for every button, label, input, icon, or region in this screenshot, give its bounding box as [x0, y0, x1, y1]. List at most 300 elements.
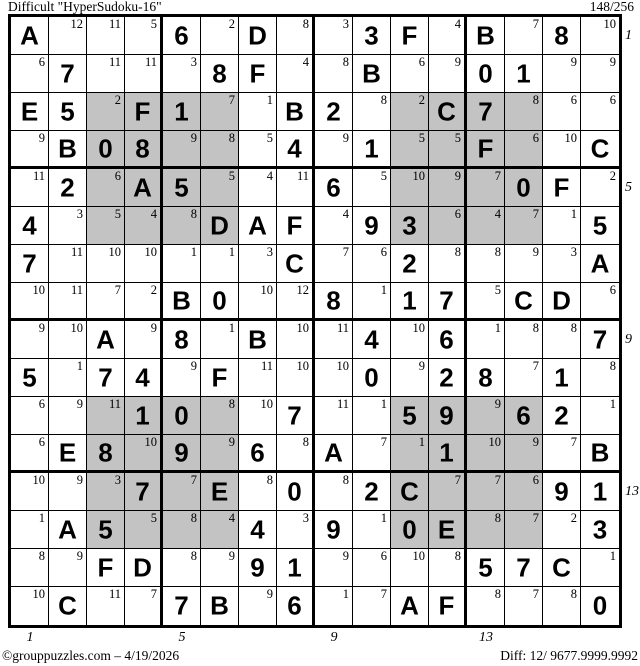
- cell-r15c11[interactable]: [391, 549, 429, 587]
- cell-r11c13[interactable]: [467, 397, 505, 435]
- cell-r12c13[interactable]: [467, 435, 505, 473]
- cell-r1c3[interactable]: [87, 17, 125, 55]
- cell-r12c7[interactable]: [239, 435, 277, 473]
- cell-r3c7[interactable]: [239, 93, 277, 131]
- cell-r5c12[interactable]: [429, 169, 467, 207]
- cell-r13c2[interactable]: [49, 473, 87, 511]
- cell-r8c6[interactable]: [201, 283, 239, 321]
- pencil-mark: 7: [532, 587, 539, 601]
- cell-r10c1[interactable]: [11, 359, 49, 397]
- cell-r7c12[interactable]: [429, 245, 467, 283]
- cell-r5c16[interactable]: [581, 169, 619, 207]
- pencil-mark: 10: [70, 321, 83, 335]
- cell-r10c8[interactable]: [277, 359, 315, 397]
- pencil-mark: 8: [190, 549, 197, 563]
- cell-r4c6[interactable]: [201, 131, 239, 169]
- cell-r13c16[interactable]: [581, 473, 619, 511]
- pencil-mark: 5: [114, 207, 121, 221]
- cell-r3c5[interactable]: [163, 93, 201, 131]
- cell-r8c8[interactable]: [277, 283, 315, 321]
- cell-r15c7[interactable]: [239, 549, 277, 587]
- cell-r3c4[interactable]: [125, 93, 163, 131]
- cell-r5c6[interactable]: [201, 169, 239, 207]
- cell-r14c5[interactable]: [163, 511, 201, 549]
- cell-r3c16[interactable]: [581, 93, 619, 131]
- cell-r15c14[interactable]: [505, 549, 543, 587]
- cell-r15c12[interactable]: [429, 549, 467, 587]
- cell-r5c1[interactable]: [11, 169, 49, 207]
- cell-r10c6[interactable]: [201, 359, 239, 397]
- pencil-mark: 1: [38, 511, 45, 525]
- cell-r13c13[interactable]: [467, 473, 505, 511]
- cell-r5c7[interactable]: [239, 169, 277, 207]
- cell-r11c8[interactable]: [277, 397, 315, 435]
- given-value: 7: [98, 361, 113, 392]
- cell-r6c15[interactable]: [543, 207, 581, 245]
- cell-r7c13[interactable]: [467, 245, 505, 283]
- cell-r6c8[interactable]: [277, 207, 315, 245]
- cell-r7c8[interactable]: [277, 245, 315, 283]
- cell-r1c5[interactable]: [163, 17, 201, 55]
- cell-r12c2[interactable]: [49, 435, 87, 473]
- cell-r11c10[interactable]: [353, 397, 391, 435]
- cell-r1c6[interactable]: [201, 17, 239, 55]
- cell-r14c15[interactable]: [543, 511, 581, 549]
- cell-r8c11[interactable]: [391, 283, 429, 321]
- cell-r9c6[interactable]: [201, 321, 239, 359]
- cell-r4c15[interactable]: [543, 131, 581, 169]
- cell-r11c15[interactable]: [543, 397, 581, 435]
- cell-r9c12[interactable]: [429, 321, 467, 359]
- cell-r7c7[interactable]: [239, 245, 277, 283]
- cell-r15c4[interactable]: [125, 549, 163, 587]
- cell-r1c9[interactable]: [315, 17, 353, 55]
- cell-r13c9[interactable]: [315, 473, 353, 511]
- cell-r8c15[interactable]: [543, 283, 581, 321]
- cell-r4c11[interactable]: [391, 131, 429, 169]
- cell-r15c15[interactable]: [543, 549, 581, 587]
- cell-r5c11[interactable]: [391, 169, 429, 207]
- cell-r16c14[interactable]: [505, 587, 543, 625]
- cell-r9c3[interactable]: [87, 321, 125, 359]
- cell-r13c4[interactable]: [125, 473, 163, 511]
- given-value: 9: [554, 475, 569, 506]
- cell-r10c10[interactable]: [353, 359, 391, 397]
- cell-r1c14[interactable]: [505, 17, 543, 55]
- col-label-13: 13: [479, 630, 493, 645]
- sudoku-board: [8, 14, 622, 628]
- cell-r4c10[interactable]: [353, 131, 391, 169]
- cell-r3c12[interactable]: [429, 93, 467, 131]
- cell-r9c9[interactable]: [315, 321, 353, 359]
- cell-r10c9[interactable]: [315, 359, 353, 397]
- cell-r1c10[interactable]: [353, 17, 391, 55]
- cell-r5c14[interactable]: [505, 169, 543, 207]
- cell-r8c12[interactable]: [429, 283, 467, 321]
- cell-r9c10[interactable]: [353, 321, 391, 359]
- cell-r2c12[interactable]: [429, 55, 467, 93]
- cell-r2c9[interactable]: [315, 55, 353, 93]
- cell-r10c2[interactable]: [49, 359, 87, 397]
- cell-r2c8[interactable]: [277, 55, 315, 93]
- cell-r2c3[interactable]: [87, 55, 125, 93]
- cell-r5c10[interactable]: [353, 169, 391, 207]
- cell-r3c2[interactable]: [49, 93, 87, 131]
- cell-r12c5[interactable]: [163, 435, 201, 473]
- cell-r8c7[interactable]: [239, 283, 277, 321]
- cell-r15c2[interactable]: [49, 549, 87, 587]
- cell-r11c12[interactable]: [429, 397, 467, 435]
- given-value: 3: [402, 209, 417, 240]
- cell-r7c10[interactable]: [353, 245, 391, 283]
- cell-r12c6[interactable]: [201, 435, 239, 473]
- cell-r2c10[interactable]: [353, 55, 391, 93]
- pencil-mark: 9: [76, 397, 83, 411]
- cell-r13c7[interactable]: [239, 473, 277, 511]
- cell-r16c4[interactable]: [125, 587, 163, 625]
- cell-r8c1[interactable]: [11, 283, 49, 321]
- cell-r16c2[interactable]: [49, 587, 87, 625]
- cell-r12c4[interactable]: [125, 435, 163, 473]
- pencil-mark: 1: [342, 587, 349, 601]
- pencil-mark: 10: [260, 397, 273, 411]
- cell-r3c11[interactable]: [391, 93, 429, 131]
- cell-r16c10[interactable]: [353, 587, 391, 625]
- cell-r9c11[interactable]: [391, 321, 429, 359]
- cell-r13c15[interactable]: [543, 473, 581, 511]
- cell-r10c16[interactable]: [581, 359, 619, 397]
- given-value: D: [210, 209, 229, 240]
- cell-r14c14[interactable]: [505, 511, 543, 549]
- cell-r10c14[interactable]: [505, 359, 543, 397]
- cell-r6c3[interactable]: [87, 207, 125, 245]
- given-value: 6: [326, 171, 341, 202]
- cell-r6c2[interactable]: [49, 207, 87, 245]
- pencil-mark: 8: [494, 245, 501, 259]
- cell-r13c1[interactable]: [11, 473, 49, 511]
- cell-r14c9[interactable]: [315, 511, 353, 549]
- cell-r10c15[interactable]: [543, 359, 581, 397]
- cell-r12c9[interactable]: [315, 435, 353, 473]
- cell-r2c2[interactable]: [49, 55, 87, 93]
- cell-r5c5[interactable]: [163, 169, 201, 207]
- cell-r8c13[interactable]: [467, 283, 505, 321]
- cell-r5c15[interactable]: [543, 169, 581, 207]
- cell-r10c11[interactable]: [391, 359, 429, 397]
- cell-r9c13[interactable]: [467, 321, 505, 359]
- cell-r10c13[interactable]: [467, 359, 505, 397]
- cell-r16c8[interactable]: [277, 587, 315, 625]
- cell-r12c12[interactable]: [429, 435, 467, 473]
- cell-r11c1[interactable]: [11, 397, 49, 435]
- cell-r6c1[interactable]: [11, 207, 49, 245]
- cell-r4c5[interactable]: [163, 131, 201, 169]
- cell-r7c3[interactable]: [87, 245, 125, 283]
- cell-r2c7[interactable]: [239, 55, 277, 93]
- cell-r14c10[interactable]: [353, 511, 391, 549]
- cell-r9c7[interactable]: [239, 321, 277, 359]
- cell-r4c14[interactable]: [505, 131, 543, 169]
- cell-r12c10[interactable]: [353, 435, 391, 473]
- cell-r7c5[interactable]: [163, 245, 201, 283]
- given-value: 4: [364, 323, 379, 354]
- cell-r4c8[interactable]: [277, 131, 315, 169]
- given-value: E: [437, 513, 456, 544]
- cell-r14c12[interactable]: [429, 511, 467, 549]
- cell-r2c5[interactable]: [163, 55, 201, 93]
- cell-r15c3[interactable]: [87, 549, 125, 587]
- cell-r12c8[interactable]: [277, 435, 315, 473]
- cell-r1c11[interactable]: [391, 17, 429, 55]
- cell-r13c5[interactable]: [163, 473, 201, 511]
- cell-r1c16[interactable]: [581, 17, 619, 55]
- cell-r1c4[interactable]: [125, 17, 163, 55]
- cell-r4c4[interactable]: [125, 131, 163, 169]
- given-value: 1: [592, 475, 608, 506]
- cell-r6c9[interactable]: [315, 207, 353, 245]
- cell-r4c16[interactable]: [581, 131, 619, 169]
- cell-r3c13[interactable]: [467, 93, 505, 131]
- cell-r8c4[interactable]: [125, 283, 163, 321]
- cell-r13c14[interactable]: [505, 473, 543, 511]
- cell-r2c11[interactable]: [391, 55, 429, 93]
- cell-r9c2[interactable]: [49, 321, 87, 359]
- cell-r9c15[interactable]: [543, 321, 581, 359]
- cell-r3c15[interactable]: [543, 93, 581, 131]
- given-value: 9: [174, 436, 189, 467]
- cell-r9c4[interactable]: [125, 321, 163, 359]
- given-value: 5: [60, 95, 75, 126]
- pencil-mark: 1: [494, 321, 501, 335]
- cell-r1c12[interactable]: [429, 17, 467, 55]
- pencil-mark: 9: [76, 549, 83, 563]
- cell-r13c8[interactable]: [277, 473, 315, 511]
- cell-r15c5[interactable]: [163, 549, 201, 587]
- cell-r12c1[interactable]: [11, 435, 49, 473]
- cell-r16c16[interactable]: [581, 587, 619, 625]
- cell-r11c16[interactable]: [581, 397, 619, 435]
- cell-r10c7[interactable]: [239, 359, 277, 397]
- cell-r5c9[interactable]: [315, 169, 353, 207]
- cell-r4c12[interactable]: [429, 131, 467, 169]
- given-value: F: [97, 551, 114, 582]
- cell-r12c11[interactable]: [391, 435, 429, 473]
- cell-r4c9[interactable]: [315, 131, 353, 169]
- cell-r13c6[interactable]: [201, 473, 239, 511]
- cell-r9c1[interactable]: [11, 321, 49, 359]
- cell-r4c2[interactable]: [49, 131, 87, 169]
- cell-r14c3[interactable]: [87, 511, 125, 549]
- cell-r1c13[interactable]: [467, 17, 505, 55]
- pencil-mark: 3: [76, 207, 83, 221]
- cell-r6c16[interactable]: [581, 207, 619, 245]
- cell-r15c10[interactable]: [353, 549, 391, 587]
- cell-r5c8[interactable]: [277, 169, 315, 207]
- cell-r4c7[interactable]: [239, 131, 277, 169]
- pencil-mark: 5: [150, 17, 157, 31]
- cell-r2c16[interactable]: [581, 55, 619, 93]
- cell-r14c2[interactable]: [49, 511, 87, 549]
- cell-r6c14[interactable]: [505, 207, 543, 245]
- cell-r8c9[interactable]: [315, 283, 353, 321]
- cell-r3c10[interactable]: [353, 93, 391, 131]
- cell-r6c10[interactable]: [353, 207, 391, 245]
- cell-r3c1[interactable]: [11, 93, 49, 131]
- cell-r10c3[interactable]: [87, 359, 125, 397]
- cell-r13c3[interactable]: [87, 473, 125, 511]
- cell-r2c14[interactable]: [505, 55, 543, 93]
- cell-r11c2[interactable]: [49, 397, 87, 435]
- cell-r11c7[interactable]: [239, 397, 277, 435]
- pencil-mark: 7: [494, 473, 501, 487]
- cell-r10c12[interactable]: [429, 359, 467, 397]
- cell-r10c4[interactable]: [125, 359, 163, 397]
- cell-r15c16[interactable]: [581, 549, 619, 587]
- cell-r16c6[interactable]: [201, 587, 239, 625]
- cell-r8c10[interactable]: [353, 283, 391, 321]
- cell-r7c2[interactable]: [49, 245, 87, 283]
- cell-r9c14[interactable]: [505, 321, 543, 359]
- cell-r7c4[interactable]: [125, 245, 163, 283]
- cell-r6c4[interactable]: [125, 207, 163, 245]
- cell-r2c4[interactable]: [125, 55, 163, 93]
- cell-r16c15[interactable]: [543, 587, 581, 625]
- cell-r11c6[interactable]: [201, 397, 239, 435]
- cell-r5c3[interactable]: [87, 169, 125, 207]
- cell-r14c16[interactable]: [581, 511, 619, 549]
- cell-r4c3[interactable]: [87, 131, 125, 169]
- cell-r1c7[interactable]: [239, 17, 277, 55]
- pencil-mark: 6: [532, 473, 539, 487]
- cell-r13c12[interactable]: [429, 473, 467, 511]
- cell-r1c15[interactable]: [543, 17, 581, 55]
- cell-r16c5[interactable]: [163, 587, 201, 625]
- cell-r3c9[interactable]: [315, 93, 353, 131]
- given-value: E: [58, 436, 77, 467]
- cell-r1c1[interactable]: [11, 17, 49, 55]
- cell-r16c11[interactable]: [391, 587, 429, 625]
- cell-r12c3[interactable]: [87, 435, 125, 473]
- cell-r5c4[interactable]: [125, 169, 163, 207]
- cell-r14c6[interactable]: [201, 511, 239, 549]
- cell-r11c9[interactable]: [315, 397, 353, 435]
- cell-r16c3[interactable]: [87, 587, 125, 625]
- pencil-mark: 9: [494, 397, 501, 411]
- cell-r9c16[interactable]: [581, 321, 619, 359]
- cell-r15c1[interactable]: [11, 549, 49, 587]
- cell-r11c5[interactable]: [163, 397, 201, 435]
- cell-r7c16[interactable]: [581, 245, 619, 283]
- given-value: 5: [98, 513, 113, 544]
- cell-r8c2[interactable]: [49, 283, 87, 321]
- pencil-mark: 11: [108, 397, 121, 411]
- cell-r12c15[interactable]: [543, 435, 581, 473]
- given-value: F: [286, 209, 303, 240]
- cell-r6c13[interactable]: [467, 207, 505, 245]
- cell-r14c1[interactable]: [11, 511, 49, 549]
- cell-r3c14[interactable]: [505, 93, 543, 131]
- cell-r11c4[interactable]: [125, 397, 163, 435]
- cell-r3c8[interactable]: [277, 93, 315, 131]
- cell-r14c7[interactable]: [239, 511, 277, 549]
- cell-r7c15[interactable]: [543, 245, 581, 283]
- cell-r7c9[interactable]: [315, 245, 353, 283]
- cell-r16c9[interactable]: [315, 587, 353, 625]
- cell-r13c11[interactable]: [391, 473, 429, 511]
- cell-r11c3[interactable]: [87, 397, 125, 435]
- cell-r16c7[interactable]: [239, 587, 277, 625]
- cell-r8c16[interactable]: [581, 283, 619, 321]
- cell-r10c5[interactable]: [163, 359, 201, 397]
- cell-r2c1[interactable]: [11, 55, 49, 93]
- cell-r1c8[interactable]: [277, 17, 315, 55]
- cell-r2c15[interactable]: [543, 55, 581, 93]
- cell-r6c6[interactable]: [201, 207, 239, 245]
- cell-r6c12[interactable]: [429, 207, 467, 245]
- cell-r6c5[interactable]: [163, 207, 201, 245]
- cell-r15c6[interactable]: [201, 549, 239, 587]
- cell-r14c11[interactable]: [391, 511, 429, 549]
- cell-r8c14[interactable]: [505, 283, 543, 321]
- cell-r7c1[interactable]: [11, 245, 49, 283]
- cell-r16c1[interactable]: [11, 587, 49, 625]
- given-value: 9: [439, 399, 454, 430]
- pencil-mark: 12: [70, 17, 83, 31]
- cell-r9c5[interactable]: [163, 321, 201, 359]
- cell-r8c3[interactable]: [87, 283, 125, 321]
- given-value: 7: [22, 247, 37, 278]
- cell-r13c10[interactable]: [353, 473, 391, 511]
- cell-r1c2[interactable]: [49, 17, 87, 55]
- pencil-mark: 9: [532, 245, 539, 259]
- cell-r3c6[interactable]: [201, 93, 239, 131]
- cell-r2c6[interactable]: [201, 55, 239, 93]
- cell-r15c8[interactable]: [277, 549, 315, 587]
- cell-r5c13[interactable]: [467, 169, 505, 207]
- cell-r11c11[interactable]: [391, 397, 429, 435]
- cell-r4c1[interactable]: [11, 131, 49, 169]
- cell-r16c13[interactable]: [467, 587, 505, 625]
- cell-r4c13[interactable]: [467, 131, 505, 169]
- cell-r16c12[interactable]: [429, 587, 467, 625]
- pencil-mark: 11: [70, 245, 83, 259]
- given-value: 1: [135, 399, 150, 430]
- cell-r15c9[interactable]: [315, 549, 353, 587]
- cell-r12c14[interactable]: [505, 435, 543, 473]
- pencil-mark: 3: [266, 245, 273, 259]
- cell-r7c11[interactable]: [391, 245, 429, 283]
- cell-r6c11[interactable]: [391, 207, 429, 245]
- cell-r12c16[interactable]: [581, 435, 619, 473]
- cell-r2c13[interactable]: [467, 55, 505, 93]
- pencil-mark: 5: [418, 131, 425, 145]
- cell-r14c13[interactable]: [467, 511, 505, 549]
- given-value: B: [248, 323, 267, 354]
- cell-r9c8[interactable]: [277, 321, 315, 359]
- cell-r6c7[interactable]: [239, 207, 277, 245]
- cell-r14c4[interactable]: [125, 511, 163, 549]
- given-value: F: [401, 19, 418, 50]
- cell-r15c13[interactable]: [467, 549, 505, 587]
- cell-r11c14[interactable]: [505, 397, 543, 435]
- cell-r7c6[interactable]: [201, 245, 239, 283]
- pencil-mark: 9: [418, 359, 425, 373]
- cell-r7c14[interactable]: [505, 245, 543, 283]
- cell-r3c3[interactable]: [87, 93, 125, 131]
- cell-r5c2[interactable]: [49, 169, 87, 207]
- cell-r14c8[interactable]: [277, 511, 315, 549]
- cell-r8c5[interactable]: [163, 283, 201, 321]
